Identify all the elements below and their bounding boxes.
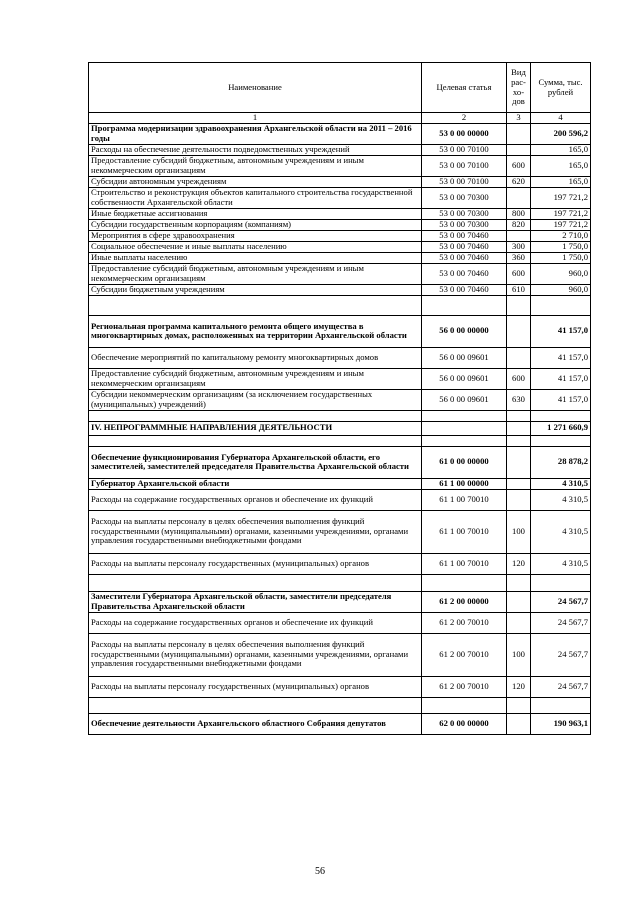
cell-vid: 120 <box>507 553 531 574</box>
cell-sum: 24 567,7 <box>531 591 591 612</box>
cell-code: 56 0 00 09601 <box>422 347 507 368</box>
cell-vid <box>507 591 531 612</box>
table-row <box>89 446 591 478</box>
empty-cell <box>531 574 591 591</box>
empty-cell <box>531 435 591 446</box>
cell-code: 61 2 00 70010 <box>422 612 507 633</box>
cell-sum: 24 567,7 <box>531 612 591 633</box>
cell-name: Обеспечение функционирования Губернатора Архангельской области, его заместителей, заместителей председателя Правительства Архангельской области <box>89 446 422 478</box>
cell-code: 53 0 00 70460 <box>422 230 507 241</box>
cell-sum: 1 750,0 <box>531 252 591 263</box>
table-row <box>89 713 591 734</box>
column-number-row <box>89 113 591 124</box>
cell-vid <box>507 230 531 241</box>
cell-sum: 4 310,5 <box>531 489 591 510</box>
empty-cell <box>89 410 422 421</box>
cell-name: Расходы на обеспечение деятельности подведомственных учреждений <box>89 144 422 155</box>
table-row <box>89 208 591 219</box>
cell-code: 56 0 00 09601 <box>422 368 507 389</box>
cell-vid <box>507 612 531 633</box>
cell-name: Мероприятия в сфере здравоохранения <box>89 230 422 241</box>
table-row <box>89 155 591 176</box>
empty-cell <box>422 295 507 315</box>
cell-name: Строительство и реконструкция объектов капитального строительства государственной собственности Архангельской области <box>89 187 422 208</box>
cell-name: Предоставление субсидий бюджетным, автономным учреждениям и иным некоммерческим организациям <box>89 368 422 389</box>
empty-cell <box>89 295 422 315</box>
cell-sum: 1 271 660,9 <box>531 421 591 435</box>
cell-vid <box>507 144 531 155</box>
cell-vid: 100 <box>507 510 531 553</box>
cell-vid: 800 <box>507 208 531 219</box>
cell-name: Субсидии государственным корпорациям (компаниям) <box>89 219 422 230</box>
cell-vid <box>507 478 531 489</box>
empty-cell <box>422 574 507 591</box>
spacer-row <box>89 574 591 591</box>
cell-vid: 100 <box>507 633 531 676</box>
cell-name: Субсидии автономным учреждениям <box>89 176 422 187</box>
cell-code: 53 0 00 70100 <box>422 144 507 155</box>
cell-sum: 165,0 <box>531 155 591 176</box>
table-row <box>89 478 591 489</box>
cell-vid: 610 <box>507 284 531 295</box>
column-number: 3 <box>507 113 531 124</box>
header-vid: Вид рас-хо-дов <box>507 63 531 113</box>
cell-sum: 41 157,0 <box>531 368 591 389</box>
cell-code: 53 0 00 00000 <box>422 123 507 144</box>
cell-sum: 197 721,2 <box>531 219 591 230</box>
cell-vid <box>507 187 531 208</box>
empty-cell <box>507 295 531 315</box>
spacer-row <box>89 295 591 315</box>
table-row <box>89 368 591 389</box>
table-row <box>89 187 591 208</box>
table-row <box>89 510 591 553</box>
cell-code: 53 0 00 70300 <box>422 208 507 219</box>
cell-code: 61 0 00 00000 <box>422 446 507 478</box>
cell-name: Региональная программа капитального ремонта общего имущества в многоквартирных домах, расположенных на территории Архангельской области <box>89 315 422 347</box>
table-row <box>89 284 591 295</box>
cell-vid <box>507 713 531 734</box>
cell-sum: 165,0 <box>531 176 591 187</box>
table-header-row <box>89 63 591 113</box>
header-code: Целевая статья <box>422 63 507 113</box>
table-row <box>89 176 591 187</box>
header-name: Наименование <box>89 63 422 113</box>
table-row <box>89 421 591 435</box>
cell-sum: 200 596,2 <box>531 123 591 144</box>
cell-name: Обеспечение деятельности Архангельского областного Собрания депутатов <box>89 713 422 734</box>
cell-code: 53 0 00 70100 <box>422 176 507 187</box>
table-row <box>89 591 591 612</box>
cell-code: 56 0 00 00000 <box>422 315 507 347</box>
table-row <box>89 676 591 697</box>
table-row <box>89 144 591 155</box>
cell-name: Предоставление субсидий бюджетным, автономным учреждениям и иным некоммерческим организациям <box>89 263 422 284</box>
table-row <box>89 489 591 510</box>
table-row <box>89 219 591 230</box>
cell-code: 53 0 00 70460 <box>422 284 507 295</box>
spacer-row <box>89 410 591 421</box>
cell-vid <box>507 446 531 478</box>
empty-cell <box>422 435 507 446</box>
cell-sum: 165,0 <box>531 144 591 155</box>
cell-sum: 190 963,1 <box>531 713 591 734</box>
column-number: 1 <box>89 113 422 124</box>
cell-code: 53 0 00 70300 <box>422 187 507 208</box>
cell-name: Расходы на выплаты персоналу в целях обеспечения выполнения функций государственными (муниципальными) органами, казенными учреждениями, органами управления государственными внебюджетными фондами <box>89 633 422 676</box>
cell-sum: 197 721,2 <box>531 187 591 208</box>
cell-vid: 820 <box>507 219 531 230</box>
cell-code: 61 1 00 70010 <box>422 553 507 574</box>
cell-code: 61 2 00 70010 <box>422 633 507 676</box>
empty-cell <box>422 410 507 421</box>
table-row <box>89 553 591 574</box>
cell-code: 53 0 00 70100 <box>422 155 507 176</box>
cell-vid: 600 <box>507 263 531 284</box>
cell-sum: 41 157,0 <box>531 315 591 347</box>
cell-name: Расходы на содержание государственных органов и обеспечение их функций <box>89 612 422 633</box>
spacer-row <box>89 697 591 713</box>
cell-vid: 630 <box>507 389 531 410</box>
cell-code: 53 0 00 70460 <box>422 263 507 284</box>
cell-vid <box>507 421 531 435</box>
cell-code: 61 1 00 00000 <box>422 478 507 489</box>
empty-cell <box>531 697 591 713</box>
table-row <box>89 347 591 368</box>
cell-code: 53 0 00 70460 <box>422 252 507 263</box>
table-row <box>89 241 591 252</box>
table-row <box>89 123 591 144</box>
table-row <box>89 389 591 410</box>
empty-cell <box>507 435 531 446</box>
cell-name: Иные выплаты населению <box>89 252 422 263</box>
cell-vid <box>507 489 531 510</box>
cell-code: 61 1 00 70010 <box>422 510 507 553</box>
cell-vid: 300 <box>507 241 531 252</box>
empty-cell <box>89 574 422 591</box>
column-number: 2 <box>422 113 507 124</box>
table-row <box>89 230 591 241</box>
cell-code: 62 0 00 00000 <box>422 713 507 734</box>
cell-vid <box>507 123 531 144</box>
cell-name: Расходы на выплаты персоналу в целях обеспечения выполнения функций государственными (муниципальными) органами, казенными учреждениями, органами управления государственными внебюджетными фондами <box>89 510 422 553</box>
cell-vid: 600 <box>507 155 531 176</box>
cell-sum: 28 878,2 <box>531 446 591 478</box>
empty-cell <box>507 410 531 421</box>
cell-vid <box>507 315 531 347</box>
cell-name: IV. НЕПРОГРАММНЫЕ НАПРАВЛЕНИЯ ДЕЯТЕЛЬНОСТИ <box>89 421 422 435</box>
cell-sum: 4 310,5 <box>531 478 591 489</box>
cell-code: 53 0 00 70460 <box>422 241 507 252</box>
cell-code: 61 2 00 70010 <box>422 676 507 697</box>
cell-code: 61 1 00 70010 <box>422 489 507 510</box>
empty-cell <box>89 435 422 446</box>
cell-sum: 4 310,5 <box>531 510 591 553</box>
cell-vid: 120 <box>507 676 531 697</box>
cell-name: Программа модернизации здравоохранения Архангельской области на 2011 – 2016 годы <box>89 123 422 144</box>
cell-code: 56 0 00 09601 <box>422 389 507 410</box>
table-row <box>89 263 591 284</box>
empty-cell <box>531 295 591 315</box>
empty-cell <box>507 574 531 591</box>
cell-name: Субсидии некоммерческим организациям (за исключением государственных (муниципальных) учреждений) <box>89 389 422 410</box>
cell-code <box>422 421 507 435</box>
empty-cell <box>507 697 531 713</box>
cell-name: Субсидии бюджетным учреждениям <box>89 284 422 295</box>
column-number: 4 <box>531 113 591 124</box>
cell-sum: 197 721,2 <box>531 208 591 219</box>
empty-cell <box>422 697 507 713</box>
cell-sum: 4 310,5 <box>531 553 591 574</box>
empty-cell <box>89 697 422 713</box>
table-row <box>89 633 591 676</box>
cell-name: Заместители Губернатора Архангельской области, заместители председателя Правительства Архангельской области <box>89 591 422 612</box>
cell-sum: 960,0 <box>531 263 591 284</box>
page-number: 56 <box>315 866 325 877</box>
cell-sum: 24 567,7 <box>531 633 591 676</box>
cell-sum: 41 157,0 <box>531 347 591 368</box>
cell-name: Губернатор Архангельской области <box>89 478 422 489</box>
cell-sum: 1 750,0 <box>531 241 591 252</box>
table-row <box>89 252 591 263</box>
cell-name: Расходы на содержание государственных органов и обеспечение их функций <box>89 489 422 510</box>
cell-name: Расходы на выплаты персоналу государственных (муниципальных) органов <box>89 553 422 574</box>
cell-sum: 24 567,7 <box>531 676 591 697</box>
cell-vid: 620 <box>507 176 531 187</box>
empty-cell <box>531 410 591 421</box>
cell-name: Обеспечение мероприятий по капитальному ремонту многоквартирных домов <box>89 347 422 368</box>
table-row <box>89 612 591 633</box>
cell-vid: 600 <box>507 368 531 389</box>
cell-name: Социальное обеспечение и иные выплаты населению <box>89 241 422 252</box>
cell-vid <box>507 347 531 368</box>
cell-name: Предоставление субсидий бюджетным, автономным учреждениям и иным некоммерческим организациям <box>89 155 422 176</box>
cell-sum: 960,0 <box>531 284 591 295</box>
header-sum: Сумма, тыс. рублей <box>531 63 591 113</box>
cell-code: 53 0 00 70300 <box>422 219 507 230</box>
budget-table <box>88 62 591 735</box>
cell-name: Иные бюджетные ассигнования <box>89 208 422 219</box>
cell-name: Расходы на выплаты персоналу государственных (муниципальных) органов <box>89 676 422 697</box>
spacer-row <box>89 435 591 446</box>
cell-sum: 2 710,0 <box>531 230 591 241</box>
cell-code: 61 2 00 00000 <box>422 591 507 612</box>
cell-vid: 360 <box>507 252 531 263</box>
cell-sum: 41 157,0 <box>531 389 591 410</box>
table-row <box>89 315 591 347</box>
